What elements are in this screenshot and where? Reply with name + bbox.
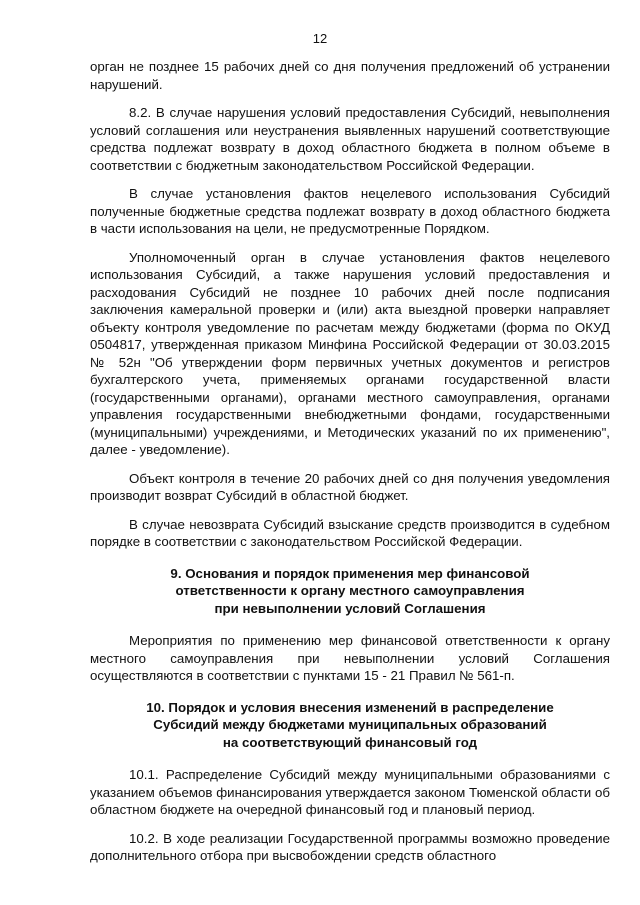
paragraph-return-deadline: Объект контроля в течение 20 рабочих дней со дня получения уведомления производит возврат Субсидий в областной бюджет. — [90, 470, 610, 503]
paragraph-continuation: орган не позднее 15 рабочих дней со дня получения предложений об устранении нарушений. — [90, 59, 610, 92]
paragraph-misuse-return: В случае установления фактов нецелевого использования Субсидий полученные бюджетные средства подлежат возврату в доход областного бюджета в части использования на цели, не предусмотренные Порядком. — [90, 186, 610, 236]
section-10-heading — [90, 699, 610, 752]
section-9-paragraph: Мероприятия по применению мер финансовой ответственности к органу местного самоуправления при невыполнении условий Соглашения осуществляются в соответствии с пунктами 15 - 21 Правил № 561-п. — [90, 633, 610, 683]
paragraph-10-1: 10.1. Распределение Субсидий между муниципальными образованиями с указанием объемов финансирования утверждается законом Тюменской области об областном бюджете на очередной финансовый год и плановый период. — [90, 767, 610, 817]
document-body — [90, 58, 610, 876]
paragraph-notification: Уполномоченный орган в случае установления фактов нецелевого использования Субсидий, а также нарушения условий предоставления и расходования Субсидий не позднее 10 рабочих дней после подписания заключения камеральной проверки и (или) акта выездной проверки направляет объекту контроля уведомление по расчетам между бюджетами (форма по ОКУД 0504817, утвержденная приказом Минфина Российской Федерации от 30.03.2015 № 52н "Об утверждении форм первичных учетных документов и регистров бухгалтерского учета, применяемых органами государственной власти (государственными органами), органами местного самоуправления, органами управления государственными внебюджетными фондами, государственными (муниципальными) учреждениями, и Методических указаний по их применению", далее - уведомление). — [90, 249, 610, 457]
section-10-heading-line: Субсидий между бюджетами муниципальных образований — [153, 717, 547, 732]
page-number: 12 — [312, 31, 328, 46]
section-10-heading-line: 10. Порядок и условия внесения изменений в распределение — [146, 699, 554, 715]
section-9-heading — [90, 565, 610, 618]
section-9-heading-line: 9. Основания и порядок применения мер финансовой — [170, 565, 530, 581]
paragraph-10-2: 10.2. В ходе реализации Государственной программы возможно проведение дополнительного отбора при высвобождении средств областного — [90, 830, 610, 863]
paragraph-8-2: 8.2. В случае нарушения условий предоставления Субсидий, невыполнения условий соглашения или неустранения выявленных нарушений соответствующие средства подлежат возврату в доход областного бюджета в полном объеме в соответствии с бюджетным законодательством Российской Федерации. — [90, 105, 610, 173]
section-9-heading-line: ответственности к органу местного самоуправления — [175, 583, 525, 598]
section-9-heading-line: при невыполнении условий Соглашения — [214, 600, 486, 616]
section-10-heading-line: на соответствующий финансовый год — [222, 734, 478, 750]
paragraph-court-recovery: В случае невозврата Субсидий взыскание средств производится в судебном порядке в соответствии с законодательством Российской Федерации. — [90, 516, 610, 549]
